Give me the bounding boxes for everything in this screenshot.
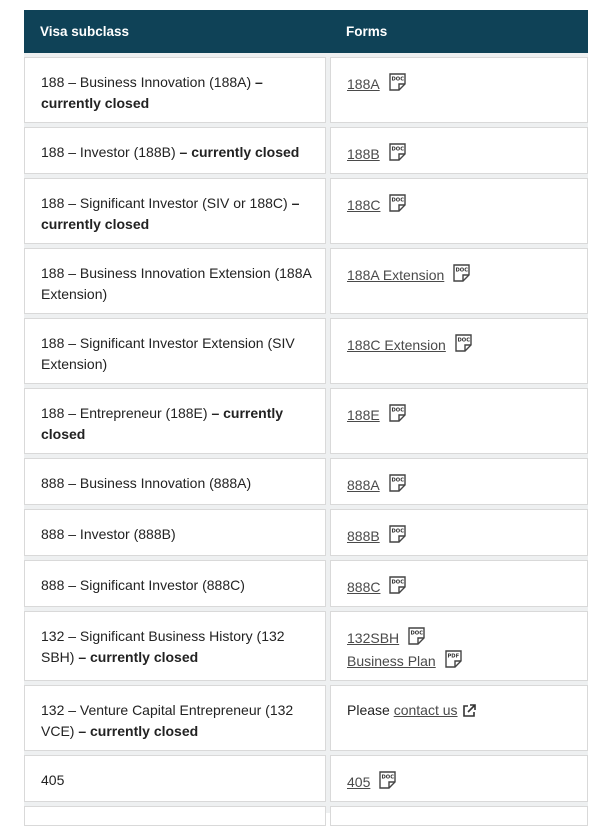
form-link[interactable]: 888B [347, 528, 380, 544]
svg-text:DOC: DOC [391, 197, 405, 204]
table-row [24, 127, 588, 174]
table-row [24, 388, 588, 454]
closed-status: – currently closed [179, 144, 300, 160]
form-entry [347, 524, 577, 547]
table-header [24, 10, 588, 53]
external-link-icon [462, 704, 476, 718]
form-entry [347, 649, 577, 672]
svg-text:DOC: DOC [391, 477, 404, 484]
doc-file-icon [378, 770, 398, 790]
doc-file-icon [388, 72, 408, 92]
doc-file-icon [388, 473, 408, 493]
doc-file-icon [388, 142, 408, 162]
forms-cell [330, 755, 588, 802]
forms-cell [330, 458, 588, 505]
form-link[interactable]: 188B [347, 146, 380, 162]
table-row [24, 560, 588, 607]
doc-file-icon [452, 263, 472, 283]
visa-subclass-cell [24, 458, 326, 505]
visa-subclass-cell [24, 685, 326, 751]
visa-name: 888 – Significant Investor (888C) [41, 577, 245, 593]
table-row [24, 178, 588, 244]
visa-name: 888 – Investor (888B) [41, 526, 176, 542]
closed-status: – currently closed [41, 195, 300, 232]
visa-subclass-cell [24, 127, 326, 174]
table-body [24, 57, 588, 826]
visa-forms-table [24, 10, 588, 826]
visa-subclass-cell [24, 318, 326, 384]
form-link[interactable]: 188C Extension [347, 337, 446, 353]
doc-file-icon [454, 333, 474, 353]
forms-cell [330, 388, 588, 454]
form-link[interactable]: 888C [347, 579, 381, 595]
doc-file-icon [407, 626, 427, 646]
form-entry [347, 575, 577, 598]
table-row [24, 57, 588, 123]
form-entry [347, 142, 577, 165]
contact-us-link[interactable]: contact us [393, 702, 458, 718]
form-entry [347, 403, 577, 426]
visa-name: 132 – Significant Business History (132 SBH) [41, 628, 285, 665]
visa-subclass-cell [24, 388, 326, 454]
visa-name: 188 – Investor (188B) [41, 144, 180, 160]
doc-file-icon [388, 575, 408, 595]
forms-cell [330, 611, 588, 681]
form-link[interactable]: 888A [347, 477, 380, 493]
form-entry [347, 263, 577, 286]
svg-text:DOC: DOC [391, 579, 405, 586]
form-link[interactable]: 132SBH [347, 630, 400, 646]
closed-status: – currently closed [78, 723, 199, 739]
table-row [24, 611, 588, 681]
form-link[interactable]: 188C [347, 197, 381, 213]
doc-file-icon [388, 403, 408, 423]
svg-text:DOC: DOC [391, 407, 404, 414]
svg-text:DOC: DOC [381, 774, 395, 781]
forms-cell [330, 127, 588, 174]
forms-cell [330, 560, 588, 607]
doc-file-icon [388, 524, 408, 544]
visa-name: 188 – Significant Investor (SIV or 188C) [41, 195, 292, 211]
forms-cell [330, 178, 588, 244]
svg-text:DOC: DOC [410, 630, 424, 637]
form-entry [347, 72, 577, 95]
form-link[interactable]: Business Plan [347, 653, 436, 669]
visa-name: 188 – Entrepreneur (188E) [41, 405, 212, 421]
visa-name: 188 – Business Innovation (188A) [41, 74, 256, 90]
header-forms: Forms [346, 24, 388, 39]
visa-subclass-cell [24, 755, 326, 802]
svg-text:DOC: DOC [455, 267, 469, 274]
forms-cell [330, 248, 588, 314]
forms-cell [330, 57, 588, 123]
doc-file-icon [388, 193, 408, 213]
closed-status: – currently closed [78, 649, 199, 665]
table-row [24, 318, 588, 384]
form-link[interactable]: 188A Extension [347, 267, 445, 283]
form-entry [347, 770, 577, 793]
form-entry [347, 333, 577, 356]
visa-name: 188 – Significant Investor Extension (SIV Extension) [41, 335, 295, 372]
table-row [24, 806, 588, 826]
svg-text:DOC: DOC [391, 146, 404, 153]
svg-text:DOC: DOC [391, 76, 404, 83]
forms-cell [330, 318, 588, 384]
form-link[interactable]: 188A [347, 76, 380, 92]
visa-name: 132 – Venture Capital Entrepreneur (132 VCE) [41, 702, 294, 739]
form-entry [347, 193, 577, 216]
svg-text:PDF: PDF [447, 653, 459, 660]
visa-name: 188 – Business Innovation Extension (188A Extension) [41, 265, 312, 302]
header-visa-subclass: Visa subclass [40, 24, 130, 39]
forms-cell [330, 509, 588, 556]
table-row [24, 509, 588, 556]
svg-text:DOC: DOC [391, 528, 404, 535]
visa-subclass-cell [24, 509, 326, 556]
table-row [24, 458, 588, 505]
pdf-file-icon [444, 649, 464, 669]
visa-subclass-cell [24, 178, 326, 244]
svg-text:DOC: DOC [457, 337, 470, 344]
visa-subclass-cell [24, 611, 326, 681]
form-link[interactable]: 188E [347, 407, 380, 423]
forms-cell [330, 806, 588, 826]
form-entry [347, 473, 577, 496]
forms-cell [330, 685, 588, 751]
table-row [24, 248, 588, 314]
closed-status: – currently closed [41, 405, 284, 442]
table-row [24, 755, 588, 802]
visa-subclass-cell [24, 806, 326, 826]
form-link[interactable]: 405 [347, 774, 371, 790]
visa-name: 888 – Business Innovation (888A) [41, 475, 252, 491]
visa-subclass-cell [24, 57, 326, 123]
form-entry [347, 626, 577, 649]
table-row [24, 685, 588, 751]
note-text: Please [347, 702, 394, 718]
visa-subclass-cell [24, 560, 326, 607]
visa-subclass-cell [24, 248, 326, 314]
visa-name: 405 [41, 772, 65, 788]
closed-status: – currently closed [41, 74, 263, 111]
